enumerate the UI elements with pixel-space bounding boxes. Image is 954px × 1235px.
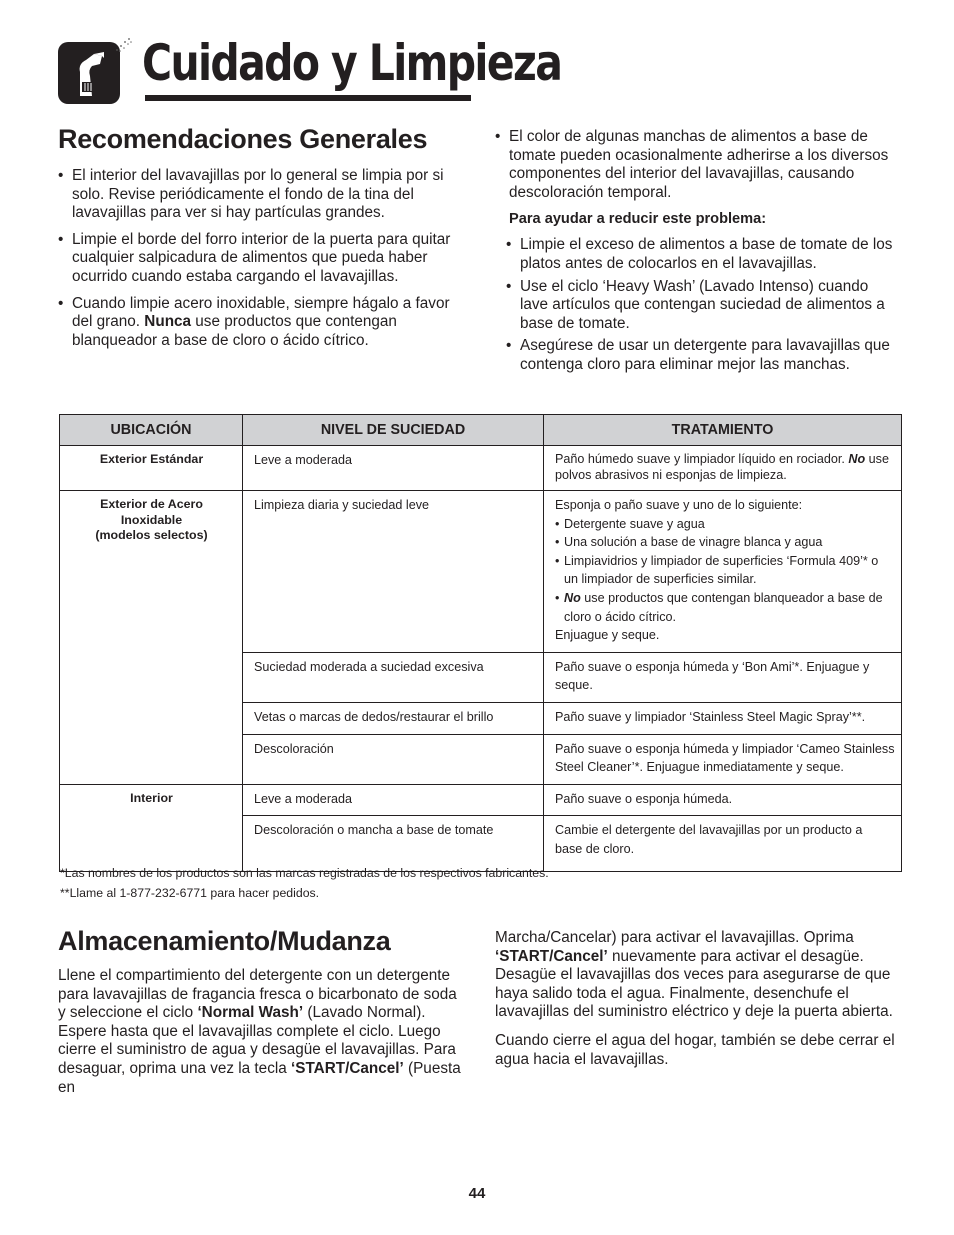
treatment-cell: Paño suave o esponja húmeda y limpiador ‘Cameo Stainless Steel Cleaner’*. Enjuague inmediatamente y seque.	[544, 734, 902, 784]
treatment-cell: Paño suave y limpiador ‘Stainless Steel Magic Spray’**.	[544, 702, 902, 734]
location-cell: Exterior de Acero Inoxidable (modelos selectos)	[60, 491, 243, 785]
soil-level-cell: Suciedad moderada a suciedad excesiva	[243, 652, 544, 702]
list-item: • Una solución a base de vinagre blanca y agua	[555, 533, 891, 552]
list-item: • Cuando limpie acero inoxidable, siempre hágalo a favor del grano. Nunca use productos que contengan blanqueador a base de cloro o ácido cítrico.	[58, 295, 460, 351]
page-number: 44	[468, 1185, 486, 1202]
page-title: Cuidado y Limpieza	[142, 34, 562, 92]
storage-title: Almacenamiento/Mudanza	[58, 926, 391, 956]
list-item: • No use productos que contengan blanqueador a base de cloro o ácido cítrico.	[555, 589, 891, 626]
footnote-phone: **Llame al 1-877-232-6771 para hacer pedidos.	[60, 886, 320, 900]
location-cell: Interior	[60, 784, 243, 872]
column-header-treatment: TRATAMIENTO	[544, 415, 902, 446]
general-bullets	[58, 167, 460, 350]
list-item: • Detergente suave y agua	[555, 515, 891, 534]
list-item: • Limpiavidrios y limpiador de superficies ‘Formula 409’* o un limpiador de superficies similar.	[555, 552, 891, 589]
soil-level-cell: Descoloración o mancha a base de tomate	[243, 816, 544, 872]
table-row	[60, 784, 902, 816]
tomate-bullets	[495, 128, 897, 202]
treatment-list	[555, 515, 891, 627]
table-row	[60, 491, 902, 653]
spray-bottle-icon	[58, 42, 120, 104]
list-item: • Limpie el borde del forro interior de la puerta para quitar cualquier salpicadura de alimentos que pueda haber ocurrido cuando estaba cargando el lavavajillas.	[58, 231, 460, 287]
footnotes	[60, 863, 900, 903]
cleaning-table	[59, 414, 902, 872]
list-item: • El color de algunas manchas de alimentos a base de tomate pueden ocasionalmente adherirse a los diversos componentes del interior del lavavajillas, causando descoloración temporal.	[495, 128, 897, 202]
table-header-row	[60, 415, 902, 446]
general-recommendations-left	[58, 124, 460, 358]
help-heading: Para ayudar a reducir este problema:	[509, 211, 767, 228]
list-item: • Use el ciclo ‘Heavy Wash’ (Lavado Intenso) cuando lave artículos que contengan suciedad de alimentos a base de tomate.	[506, 278, 897, 334]
soil-level-cell: Descoloración	[243, 734, 544, 784]
column-header-soil-level: NIVEL DE SUCIEDAD	[243, 415, 544, 446]
soil-level-cell: Leve a moderada	[243, 784, 544, 816]
treatment-cell: Esponja o paño suave y uno de lo siguiente: • Detergente suave y agua • Una solución a base de vinagre blanca y agua • Limpiavidrios y limpiador de superficies ‘Formula 409’* o un limpiador de superficies similar. • No use productos que contengan blanqueador a base de cloro o ácido cítrico. Enjuague y seque.	[544, 491, 902, 653]
storage-left	[58, 926, 462, 1107]
list-item: • Asegúrese de usar un detergente para lavavajillas que contenga cloro para eliminar mejor las manchas.	[506, 337, 897, 374]
soil-level-cell: Limpieza diaria y suciedad leve	[243, 491, 544, 653]
storage-paragraph-2: Marcha/Cancelar) para activar el lavavajillas. Oprima ‘START/Cancel’ nuevamente para activar el desagüe. Desagüe el lavavajillas dos veces para asegurarse de que haya salido toda el agua. Finalmente, desenchufe el lavavajillas del suministro eléctrico y deje la puerta abierta.	[495, 929, 893, 1021]
column-header-location: UBICACIÓN	[60, 415, 243, 446]
storage-right	[495, 929, 897, 1079]
storage-paragraph-3: Cuando cierre el agua del hogar, también se debe cerrar el agua hacia el lavavajillas.	[495, 1031, 895, 1068]
general-recommendations-title: Recomendaciones Generales	[58, 124, 428, 154]
spray-mist-icon	[114, 36, 134, 54]
treatment-cell: Cambie el detergente del lavavajillas por un producto a base de cloro.	[544, 816, 902, 872]
list-item: • Limpie el exceso de alimentos a base de tomate de los platos antes de colocarlos en el lavavajillas.	[506, 236, 897, 273]
treatment-cell: Paño suave o esponja húmeda.	[544, 784, 902, 816]
soil-level-cell: Leve a moderada	[243, 446, 544, 491]
table-row	[60, 446, 902, 491]
treatment-cell: Paño suave o esponja húmeda y ‘Bon Ami’*. Enjuague y seque.	[544, 652, 902, 702]
footnote-trademarks: *Las nombres de los productos son las marcas registradas de los respectivos fabricantes.	[60, 866, 549, 880]
title-underline	[145, 95, 471, 101]
help-list	[495, 236, 897, 374]
soil-level-cell: Vetas o marcas de dedos/restaurar el brillo	[243, 702, 544, 734]
location-cell: Exterior Estándar	[60, 446, 243, 491]
general-recommendations-right	[495, 128, 897, 379]
storage-paragraph-1: Llene el compartimiento del detergente con un detergente para lavavajillas de fragancia fresca o bicarbonato de soda y seleccione el ciclo ‘Normal Wash’ (Lavado Normal). Espere hasta que el lavavajillas complete el ciclo. Luego cierre el suministro de agua y desagüe el lavavajillas. Para desaguar, oprima una vez la tecla ‘START/Cancel’ (Puesta en	[58, 967, 461, 1096]
treatment-cell: Paño húmedo suave y limpiador líquido en rociador. No use polvos abrasivos ni esponjas de limpieza.	[544, 446, 902, 491]
list-item: • El interior del lavavajillas por lo general se limpia por si solo. Revise periódicamente el fondo de la tina del lavavajillas para ver si hay partículas grandes.	[58, 167, 460, 223]
